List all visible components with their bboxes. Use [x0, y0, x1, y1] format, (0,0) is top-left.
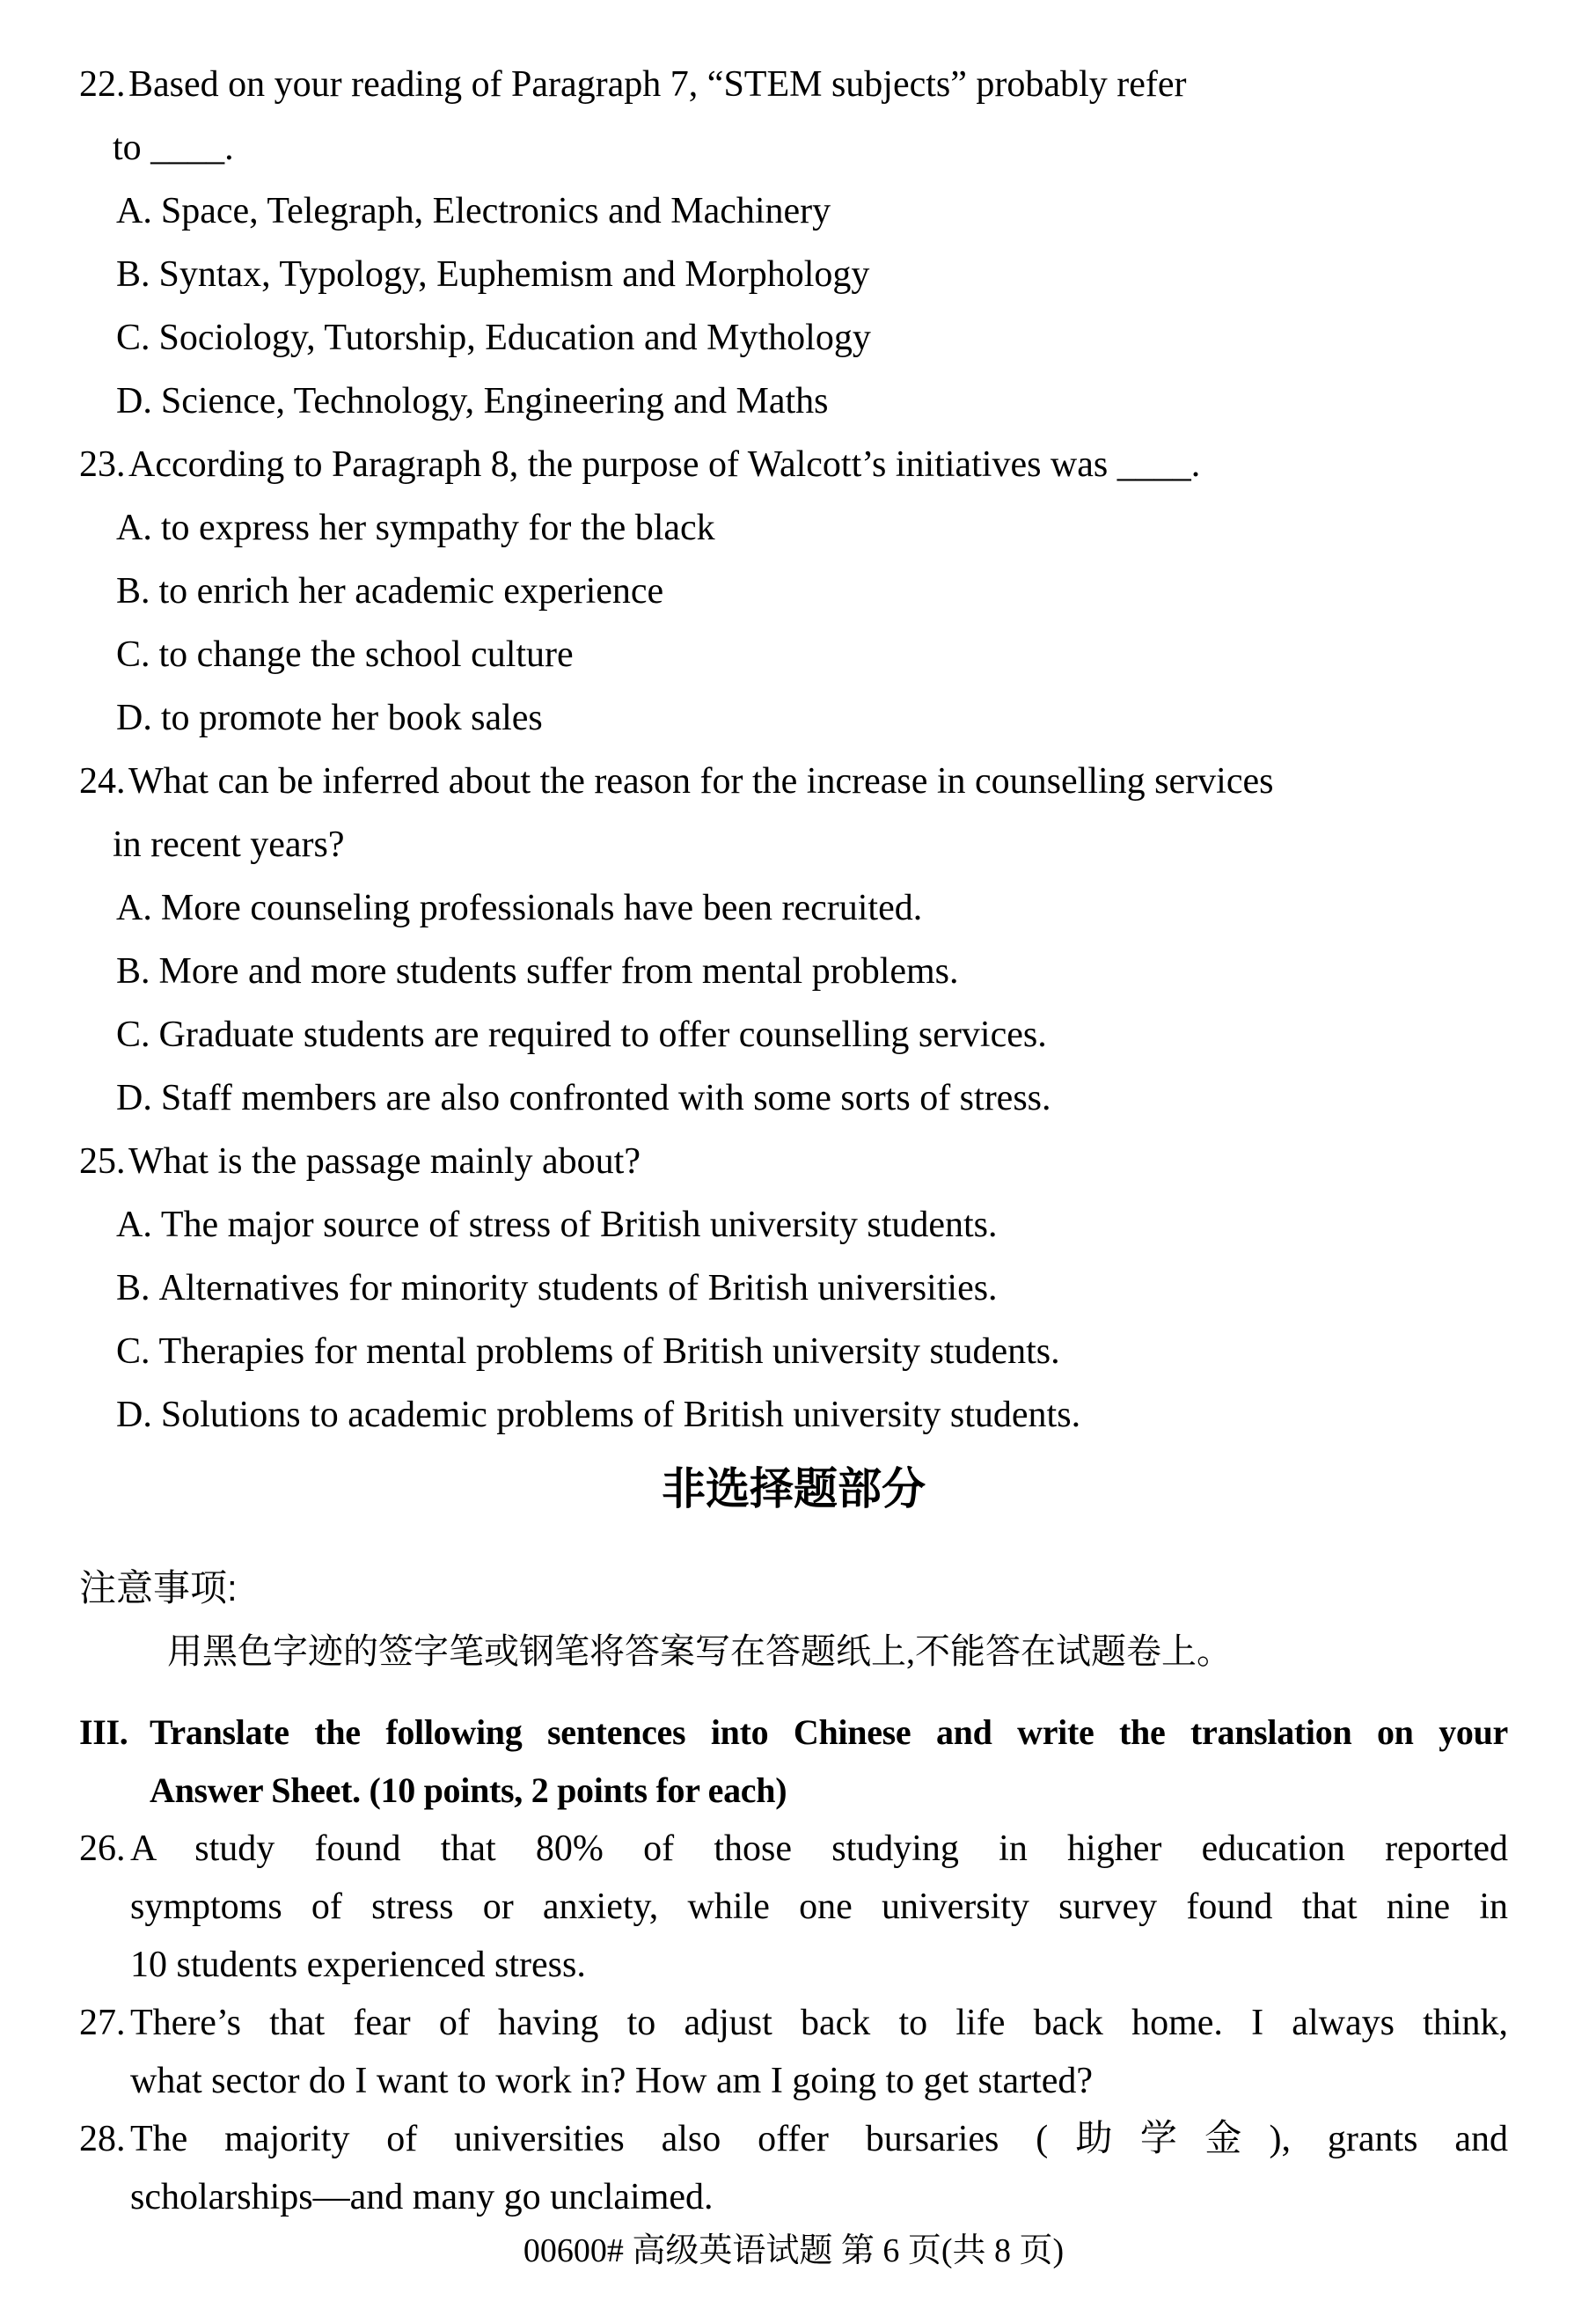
item-28-line-2: scholarships—and many go unclaimed.	[130, 2177, 714, 2217]
item-26-text: A study found that 80% of those studying in higher education reported	[130, 1828, 1508, 1869]
item-26-line-3: 10 students experienced stress.	[130, 1945, 586, 1985]
part3-number: III.	[79, 1712, 128, 1752]
item-28-number: 28.	[79, 2119, 126, 2159]
option-label: C.	[116, 634, 150, 675]
question-22-stem-text: Based on your reading of Paragraph 7, “STEM subjects” probably refer	[128, 64, 1187, 105]
question-23-number: 23.	[79, 444, 126, 485]
option-text: More counseling professionals have been recruited.	[160, 888, 923, 928]
item-27-text: There’s that fear of having to adjust back to life back home. I always think,	[130, 2003, 1508, 2043]
question-25-number: 25.	[79, 1141, 126, 1182]
option-label: D.	[116, 1395, 152, 1435]
question-22-stem-line-1	[79, 53, 1508, 116]
question-25-option-d	[116, 1383, 1508, 1447]
option-label: B.	[116, 951, 150, 992]
item-27-number: 27.	[79, 2003, 126, 2043]
option-text: to promote her book sales	[160, 698, 543, 738]
option-text: Therapies for mental problems of British university students.	[158, 1331, 1060, 1372]
item-26-line-1	[79, 1820, 1508, 1878]
translation-item-28	[79, 2110, 1508, 2226]
question-25-option-a	[116, 1193, 1508, 1257]
option-text: to change the school culture	[158, 634, 574, 675]
option-label: D.	[116, 381, 152, 421]
option-label: C.	[116, 1331, 150, 1372]
part3-instruction-text: Translate the following sentences into Chinese and write the translation on your	[150, 1712, 1508, 1752]
option-label: A.	[116, 191, 152, 231]
question-25-option-b	[116, 1257, 1508, 1320]
question-25-option-c	[116, 1320, 1508, 1383]
question-22-option-d	[116, 370, 1508, 433]
question-23-stem-text: According to Paragraph 8, the purpose of Walcott’s initiatives was ____.	[128, 444, 1201, 485]
question-24-option-a	[116, 876, 1508, 940]
question-24-option-d	[116, 1066, 1508, 1130]
option-label: C.	[116, 318, 150, 358]
option-label: B.	[116, 254, 150, 295]
option-text: to enrich her academic experience	[158, 571, 664, 612]
question-23-stem-line-1	[79, 433, 1508, 496]
option-label: D.	[116, 1078, 152, 1118]
question-24-options	[116, 876, 1508, 1130]
item-28-text: The majority of universities also offer bursaries (助学金), grants and	[130, 2119, 1508, 2159]
option-label: D.	[116, 698, 152, 738]
item-28-line-1	[79, 2110, 1508, 2168]
question-24-stem-line-1	[79, 750, 1508, 813]
question-23-option-c	[116, 623, 1508, 686]
option-text: More and more students suffer from mental problems.	[158, 951, 959, 992]
option-label: A.	[116, 508, 152, 548]
question-24	[79, 750, 1508, 1130]
option-text: Graduate students are required to offer counselling services.	[158, 1015, 1047, 1055]
option-text: Syntax, Typology, Euphemism and Morphology	[158, 254, 870, 295]
option-label: C.	[116, 1015, 150, 1055]
question-23-option-b	[116, 560, 1508, 623]
option-text: Staff members are also confronted with some sorts of stress.	[160, 1078, 1051, 1118]
question-24-option-c	[116, 1003, 1508, 1066]
question-23	[79, 433, 1508, 750]
question-24-stem-line-2: in recent years?	[113, 824, 345, 865]
question-24-option-b	[116, 940, 1508, 1003]
option-text: to express her sympathy for the black	[160, 508, 715, 548]
item-26-line-2: symptoms of stress or anxiety, while one university survey found that nine in	[130, 1887, 1508, 1927]
option-label: B.	[116, 1268, 150, 1308]
part3-heading	[79, 1704, 1508, 1820]
option-label: A.	[116, 888, 152, 928]
option-text: Sociology, Tutorship, Education and Mythology	[158, 318, 871, 358]
part3-heading-line-2: Answer Sheet. (10 points, 2 points for each)	[150, 1770, 787, 1810]
question-22-number: 22.	[79, 64, 126, 105]
question-23-option-d	[116, 686, 1508, 750]
question-25-options	[116, 1193, 1508, 1447]
option-text: Space, Telegraph, Electronics and Machinery	[160, 191, 831, 231]
section-header: 非选择题部分	[662, 1464, 926, 1513]
translation-item-26	[79, 1820, 1508, 1994]
question-25-stem-line-1	[79, 1130, 1508, 1193]
item-26-number: 26.	[79, 1828, 126, 1869]
question-22-option-c	[116, 306, 1508, 370]
question-22-stem-line-2: to ____.	[113, 128, 234, 168]
mcq-section	[79, 53, 1508, 1447]
question-24-number: 24.	[79, 761, 126, 802]
option-text: The major source of stress of British university students.	[160, 1205, 998, 1245]
question-22	[79, 53, 1508, 433]
option-label: A.	[116, 1205, 152, 1245]
question-22-option-b	[116, 243, 1508, 306]
option-text: Alternatives for minority students of British universities.	[158, 1268, 998, 1308]
item-27-line-1	[79, 1994, 1508, 2052]
question-23-options	[116, 496, 1508, 750]
item-27-line-2: what sector do I want to work in? How am I going to get started?	[130, 2061, 1094, 2101]
option-label: B.	[116, 571, 150, 612]
page-footer: 00600# 高级英语试题 第 6 页(共 8 页)	[523, 2232, 1065, 2269]
option-text: Solutions to academic problems of British university students.	[160, 1395, 1081, 1435]
option-text: Science, Technology, Engineering and Maths	[160, 381, 829, 421]
part3-heading-line-1	[79, 1704, 1508, 1762]
question-25	[79, 1130, 1508, 1447]
translation-item-27	[79, 1994, 1508, 2110]
notes-text: 用黑色字迹的签字笔或钢笔将答案写在答题纸上,不能答在试题卷上。	[167, 1631, 1232, 1671]
notes-label: 注意事项:	[79, 1567, 238, 1609]
question-22-option-a	[116, 180, 1508, 243]
question-23-option-a	[116, 496, 1508, 560]
question-25-stem-text: What is the passage mainly about?	[128, 1141, 641, 1182]
question-22-options	[116, 180, 1508, 433]
question-24-stem-text: What can be inferred about the reason for the increase in counselling services	[128, 761, 1274, 802]
